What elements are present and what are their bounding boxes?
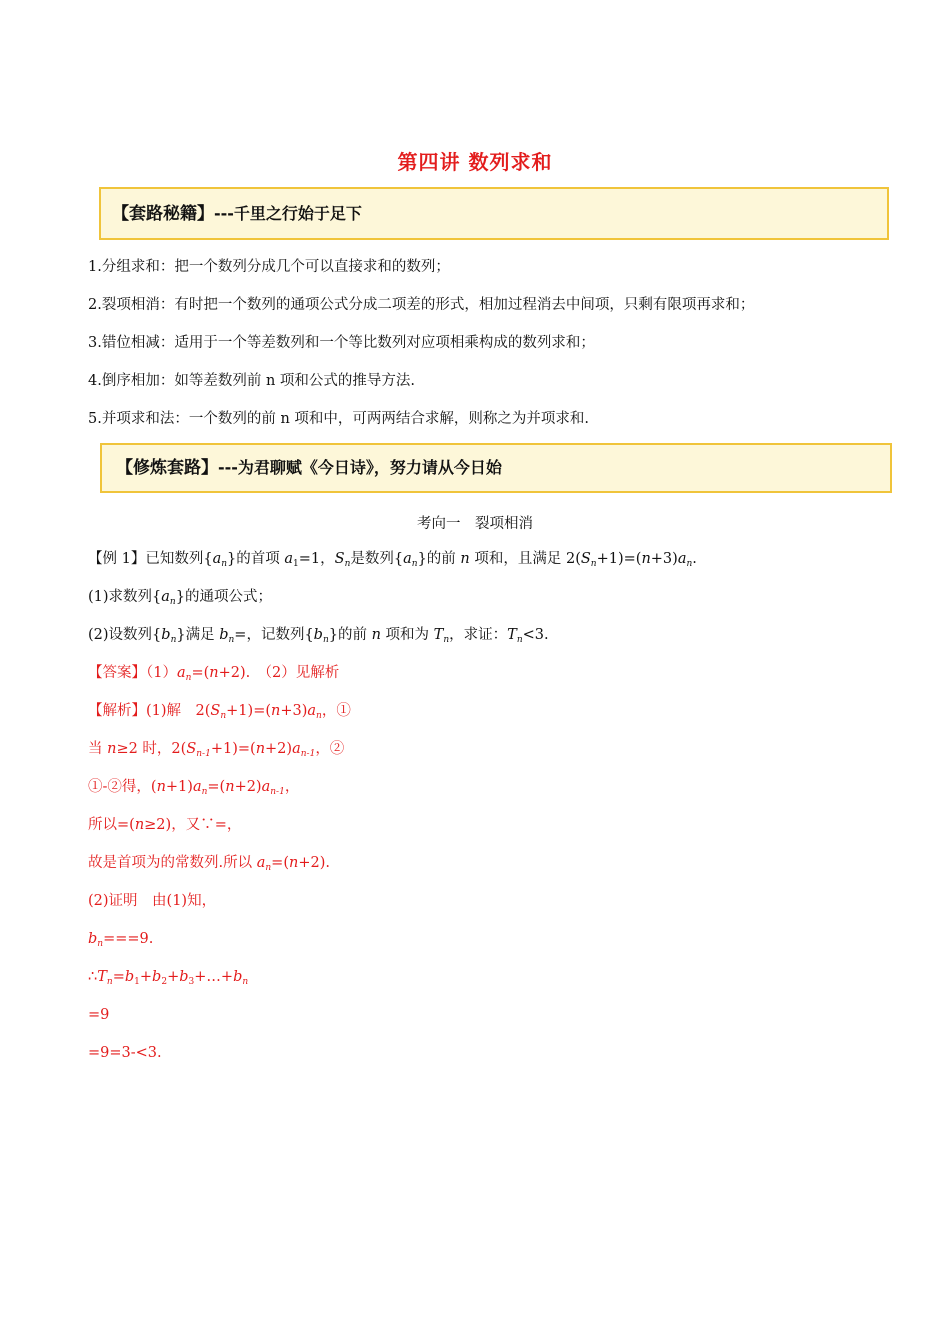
sub: n xyxy=(97,939,104,949)
var: a xyxy=(192,779,202,795)
analysis-line xyxy=(88,777,299,802)
text: （1） xyxy=(146,665,177,681)
analysis-line: (2)证明 由(1)知， xyxy=(88,893,217,909)
list-item: 1.分组求和：把一个数列分成几个可以直接求和的数列； xyxy=(88,259,450,275)
list-item: 3.错位相减：适用于一个等差数列和一个等比数列对应项相乘构成的数列求和； xyxy=(88,335,595,351)
text: =( xyxy=(207,779,226,795)
var: n xyxy=(271,703,281,719)
list-item: 5.并项求和法：一个数列的前 n 项和中，可两两结合求解，则称之为并项求和. xyxy=(88,411,589,427)
text: +2) xyxy=(265,741,293,757)
text: 项和为 xyxy=(380,627,434,643)
var: T xyxy=(433,627,444,643)
box-tag: 【套路秘籍】 xyxy=(112,204,214,224)
sub: n xyxy=(201,787,208,797)
text: (1)解 2( xyxy=(146,703,211,719)
var: n xyxy=(134,817,145,833)
sub: n xyxy=(516,635,523,645)
var: b xyxy=(233,969,243,985)
text: +3) xyxy=(650,551,678,567)
var: a xyxy=(176,665,186,681)
box-subtitle: ---千里之行始于足下 xyxy=(214,204,362,223)
example-stem xyxy=(88,549,697,574)
analysis-line xyxy=(88,853,330,878)
sub: n xyxy=(411,559,418,569)
var: b xyxy=(219,627,229,643)
var: T xyxy=(97,969,107,985)
list-item: 4.倒序相加：如等差数列前 n 项和公式的推导方法. xyxy=(88,373,415,389)
text: 已知数列{ xyxy=(145,551,213,567)
page-title: 第四讲 数列求和 xyxy=(397,150,553,174)
var: S xyxy=(334,551,345,567)
sub: n xyxy=(170,635,177,645)
analysis-line xyxy=(88,701,351,726)
sub: n xyxy=(265,863,272,873)
text: 是数列{ xyxy=(350,551,404,567)
sub: n-1 xyxy=(196,749,211,759)
var: a xyxy=(284,551,294,567)
text: +3) xyxy=(280,703,308,719)
question-2 xyxy=(88,625,549,650)
section-box-tips-label xyxy=(112,199,362,224)
var: n xyxy=(209,665,219,681)
sub: 1 xyxy=(293,559,299,569)
text: ≥2 时，2( xyxy=(116,741,187,757)
var: a xyxy=(677,551,687,567)
var: n xyxy=(107,741,117,757)
text: ，求证： xyxy=(449,627,508,643)
var: n xyxy=(156,779,166,795)
var: a xyxy=(292,741,301,757)
sub: n xyxy=(322,635,329,645)
text: + xyxy=(167,969,180,985)
var: a xyxy=(212,551,222,567)
text: 所以=( xyxy=(88,817,135,833)
example-label: 【例 1】 xyxy=(88,551,146,567)
text: }的通项公式； xyxy=(175,589,272,605)
text: 当 xyxy=(88,741,108,757)
sub: n xyxy=(686,559,693,569)
var: a xyxy=(161,589,170,605)
analysis-line xyxy=(88,739,344,764)
text: +2) xyxy=(234,779,262,795)
text: =( xyxy=(271,855,289,871)
sub: n xyxy=(169,597,176,607)
text: =1， xyxy=(298,551,335,567)
text: ①-②得，( xyxy=(88,779,157,795)
analysis-label: 【解析】 xyxy=(88,703,146,719)
text: (2)设数列{ xyxy=(88,627,162,643)
text: +1)=( xyxy=(226,703,271,719)
var: b xyxy=(88,931,98,947)
analysis-line xyxy=(88,929,153,954)
text: +…+ xyxy=(194,969,234,985)
sub: n xyxy=(344,559,351,569)
analysis-line: $\therefore T_n=b_1+b_2+b_3+\dots+b_n$ xyxy=(88,969,249,987)
text: 故是首项为的常数列.所以 xyxy=(88,855,257,871)
text: 项和，且满足 2( xyxy=(469,551,581,567)
sub: n xyxy=(242,977,249,987)
text: ，② xyxy=(315,741,345,757)
text: }的前 xyxy=(417,551,461,567)
text: ，① xyxy=(321,703,351,719)
text: +1)=( xyxy=(596,551,642,567)
text: =( xyxy=(191,665,210,681)
section-box-practice-label xyxy=(116,453,502,478)
text: <3. xyxy=(522,627,549,643)
var: a xyxy=(307,703,317,719)
var: b xyxy=(179,969,189,985)
text: =，记数列{ xyxy=(234,627,314,643)
text: +1) xyxy=(165,779,193,795)
var: n xyxy=(288,855,299,871)
var: n xyxy=(460,551,470,567)
text: . xyxy=(692,551,697,567)
text: +1)=( xyxy=(210,741,256,757)
text: }的前 xyxy=(328,627,372,643)
sub: n-1 xyxy=(300,749,316,759)
var: b xyxy=(124,969,135,985)
var: a xyxy=(261,779,271,795)
text: }满足 xyxy=(176,627,220,643)
analysis-line: =9 xyxy=(88,1007,110,1023)
sub: n xyxy=(185,673,192,683)
sub: n xyxy=(443,635,450,645)
answer-label: 【答案】 xyxy=(88,665,146,681)
list-item: 2.裂项相消：有时把一个数列的通项公式分成二项差的形式，相加过程消去中间项，只剩有限项再求和； xyxy=(88,297,755,313)
var: n xyxy=(371,627,381,643)
var: a xyxy=(256,855,266,871)
box-subtitle: ---为君聊赋《今日诗》，努力请从今日始 xyxy=(218,458,502,477)
var: S xyxy=(580,551,591,567)
sub: n xyxy=(590,559,597,569)
var: S xyxy=(186,741,197,757)
analysis-line: =9=3-<3. xyxy=(88,1045,162,1061)
text: (1)求数列{ xyxy=(88,589,162,605)
sub: 1 xyxy=(134,977,140,987)
var: b xyxy=(161,627,171,643)
question-1 xyxy=(88,587,272,612)
text: +2). （2）见解析 xyxy=(218,665,340,681)
text: +2). xyxy=(298,855,330,871)
var: b xyxy=(152,969,162,985)
var: S xyxy=(210,703,221,719)
text: }的首项 xyxy=(227,551,285,567)
var: a xyxy=(403,551,412,567)
var: b xyxy=(313,627,323,643)
analysis-line xyxy=(88,815,241,835)
section-heading: 考向一 裂项相消 xyxy=(417,516,533,532)
sub: n xyxy=(220,711,227,721)
text: ， xyxy=(284,779,300,795)
var: T xyxy=(507,627,517,643)
text: ≥2)，又∵=， xyxy=(144,817,242,833)
var: n xyxy=(255,741,266,757)
text: = xyxy=(112,969,125,985)
sub: n xyxy=(228,635,235,645)
var: n xyxy=(225,779,235,795)
text: ∴ xyxy=(88,969,98,985)
text: ===9. xyxy=(103,931,154,947)
sub: n xyxy=(316,711,322,721)
answer xyxy=(88,663,339,688)
sub: n-1 xyxy=(270,787,285,797)
text: + xyxy=(139,969,153,985)
sub: n xyxy=(106,977,113,987)
box-tag: 【修炼套路】 xyxy=(116,458,218,478)
var: n xyxy=(641,551,651,567)
sub: n xyxy=(221,559,228,569)
